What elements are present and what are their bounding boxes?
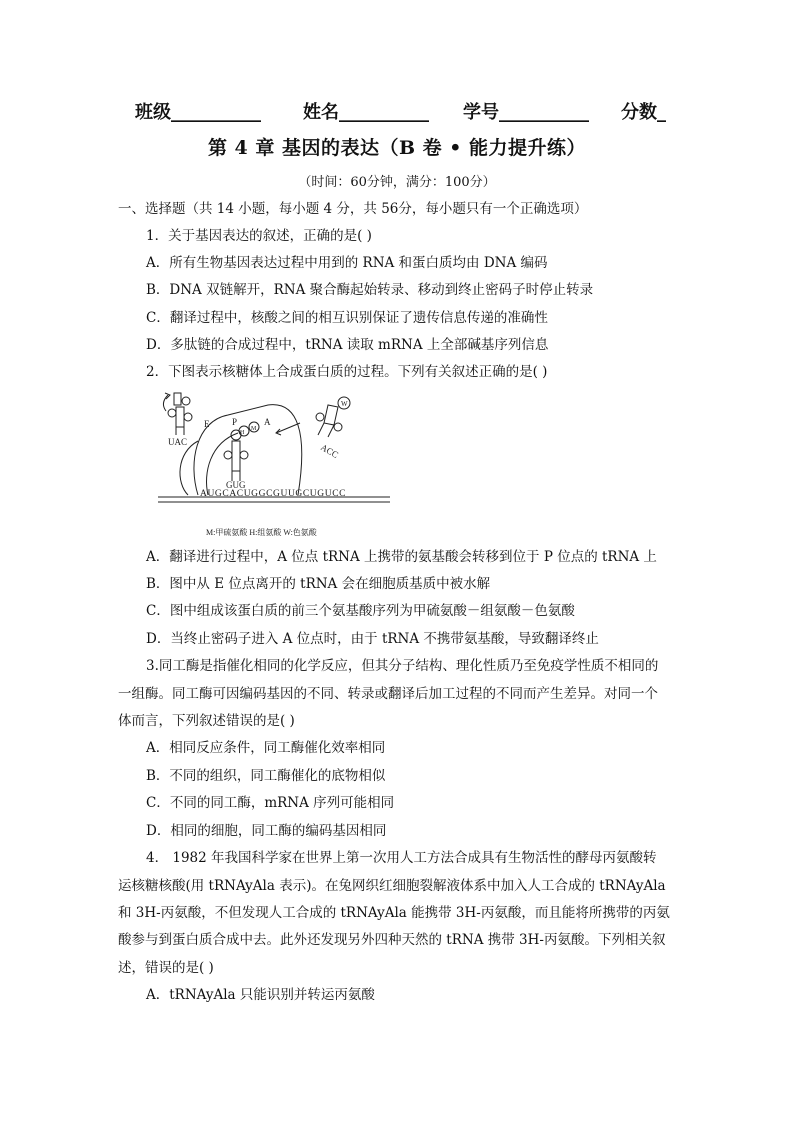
q4-stem-line-2: 运核糖核酸(用 tRNAyAla 表示)。在兔网织红细胞裂解液体系中加入人工合成的 tRNAyAla <box>118 878 666 894</box>
entry-arrow <box>276 423 300 433</box>
q2-option-d[interactable]: D．当终止密码子进入 A 位点时，由于 tRNA 不携带氨基酸，导致翻译终止 <box>146 631 599 647</box>
ribosome-translation-figure <box>148 383 398 543</box>
site-p-label: P <box>232 417 238 427</box>
q4-stem-line-3: 和 3H-丙氨酸，不但发现人工合成的 tRNAyAla 能携带 3H-丙氨酸，而且能将所携带的丙氨 <box>118 905 670 921</box>
ribosome-diagram <box>148 383 398 543</box>
time-score-note: （时间：60分钟，满分：100分） <box>298 175 496 190</box>
anticodon-middle: GUG <box>226 480 246 490</box>
site-a-label: A <box>264 417 271 427</box>
q2-stem: 2．下图表示核糖体上合成蛋白质的过程。下列有关叙述正确的是( ) <box>146 364 548 380</box>
q3-stem-line-3: 体而言，下列叙述错误的是( ) <box>118 713 295 729</box>
aa-h-label: H <box>240 430 245 436</box>
ribosome-small-curve <box>180 441 198 495</box>
score-field[interactable]: 分数_ <box>621 102 666 123</box>
q4-option-a[interactable]: A．tRNAyAla 只能识别并转运丙氨酸 <box>146 987 375 1003</box>
anticodon-left: UAC <box>168 437 188 447</box>
q1-stem: 1．关于基因表达的叙述，正确的是( ) <box>146 228 372 244</box>
q3-option-c[interactable]: C．不同的同工酶，mRNA 序列可能相同 <box>146 795 395 811</box>
aa-m-label: M <box>251 426 257 432</box>
q3-stem-line-1: 3.同工酶是指催化相同的化学反应，但其分子结构、理化性质乃至免疫学性质不相同的 <box>146 658 659 674</box>
q4-stem-line-5: 述，错误的是( ) <box>118 960 214 976</box>
aa-w-label: W <box>341 400 348 408</box>
student-info-header <box>135 98 675 124</box>
figure-legend: M:甲硫氨酸 H:组氨酸 W:色氨酸 <box>206 528 317 537</box>
anticodon-right: ACC <box>319 442 341 460</box>
class-field[interactable]: 班级__________ <box>135 102 261 123</box>
q4-stem-line-1: 4． 1982 年我国科学家在世界上第一次用人工方法合成具有生物活性的酵母丙氨酸转 <box>146 850 657 866</box>
student-id-field[interactable]: 学号__________ <box>463 102 589 123</box>
q3-option-b[interactable]: B．不同的组织，同工酶催化的底物相似 <box>146 768 386 784</box>
q3-option-a[interactable]: A．相同反应条件，同工酶催化效率相同 <box>146 740 386 756</box>
section-heading: 一、选择题（共 14 小题，每小题 4 分，共 56分，每小题只有一个正确选项） <box>118 201 588 217</box>
q2-option-a[interactable]: A．翻译进行过程中，A 位点 tRNA 上携带的氨基酸会转移到位于 P 位点的 tRNA 上 <box>146 549 657 565</box>
q1-option-a[interactable]: A．所有生物基因表达过程中用到的 RNA 和蛋白质均由 DNA 编码 <box>146 255 548 271</box>
q1-option-c[interactable]: C．翻译过程中，核酸之间的相互识别保证了遗传信息传递的准确性 <box>146 310 548 326</box>
name-field[interactable]: 姓名__________ <box>303 102 429 123</box>
q2-option-b[interactable]: B．图中从 E 位点离开的 tRNA 会在细胞质基质中被水解 <box>146 576 491 592</box>
q1-option-b[interactable]: B．DNA 双链解开，RNA 聚合酶起始转录、移动到终止密码子时停止转录 <box>146 282 594 298</box>
q2-option-c[interactable]: C．图中组成该蛋白质的前三个氨基酸序列为甲硫氨酸－组氨酸－色氨酸 <box>146 603 575 619</box>
q3-stem-line-2: 一组酶。同工酶可因编码基因的不同、转录或翻译后加工过程的不同而产生差异。对同一个 <box>118 686 658 702</box>
ribosome-large-subunit <box>194 405 302 495</box>
trna-left <box>168 393 192 435</box>
site-e-label: E <box>204 419 210 429</box>
q1-option-d[interactable]: D．多肽链的合成过程中，tRNA 读取 mRNA 上全部碱基序列信息 <box>146 337 549 353</box>
trna-middle <box>224 441 248 481</box>
q4-stem-line-4: 酸参与到蛋白质合成中去。此外还发现另外四种天然的 tRNA 携带 3H-丙氨酸。下列相关叙 <box>118 932 666 948</box>
mrna-sequence: AUGCACUGGCGUUGCUGUCC <box>200 489 347 499</box>
page-title: 第 4 章 基因的表达（B 卷 • 能力提升练） <box>207 137 587 159</box>
q3-option-d[interactable]: D．相同的细胞，同工酶的编码基因相同 <box>146 823 387 839</box>
